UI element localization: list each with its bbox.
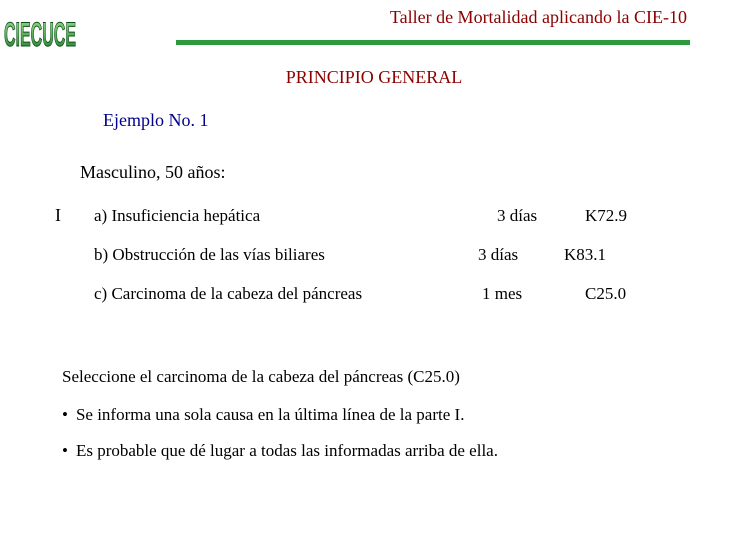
line-b-interval: 3 días — [478, 245, 519, 264]
line-a-code: K72.9 — [585, 206, 628, 225]
header-rule — [176, 40, 690, 45]
svg-text:CIECUCE: CIECUCE — [4, 16, 76, 54]
patient-description: Masculino, 50 años: — [80, 162, 226, 182]
part-label: I — [55, 205, 61, 225]
selection-statement: Seleccione el carcinoma de la cabeza del páncreas (C25.0) — [62, 367, 460, 386]
line-c-interval: 1 mes — [482, 284, 523, 303]
line-a-label: a) Insuficiencia hepática — [94, 206, 261, 225]
line-c-label: c) Carcinoma de la cabeza del páncreas — [94, 284, 363, 303]
line-a-interval: 3 días — [497, 206, 538, 225]
bullet-icon: • — [62, 405, 68, 424]
line-b-code: K83.1 — [564, 245, 607, 264]
cieccuce-logo — [2, 2, 80, 52]
principle-heading: PRINCIPIO GENERAL — [285, 67, 463, 87]
bullet-icon: • — [62, 441, 68, 460]
line-c-code: C25.0 — [585, 284, 627, 303]
line-b-label: b) Obstrucción de las vías biliares — [94, 245, 325, 264]
example-heading: Ejemplo No. 1 — [103, 110, 209, 130]
header-title: Taller de Mortalidad aplicando la CIE-10 — [389, 7, 687, 27]
bullet-text: Es probable que dé lugar a todas las informadas arriba de ella. — [75, 441, 498, 460]
bullet-item — [62, 441, 498, 461]
bullet-text: Se informa una sola causa en la última línea de la parte I. — [75, 405, 465, 424]
bullet-item — [62, 405, 464, 425]
